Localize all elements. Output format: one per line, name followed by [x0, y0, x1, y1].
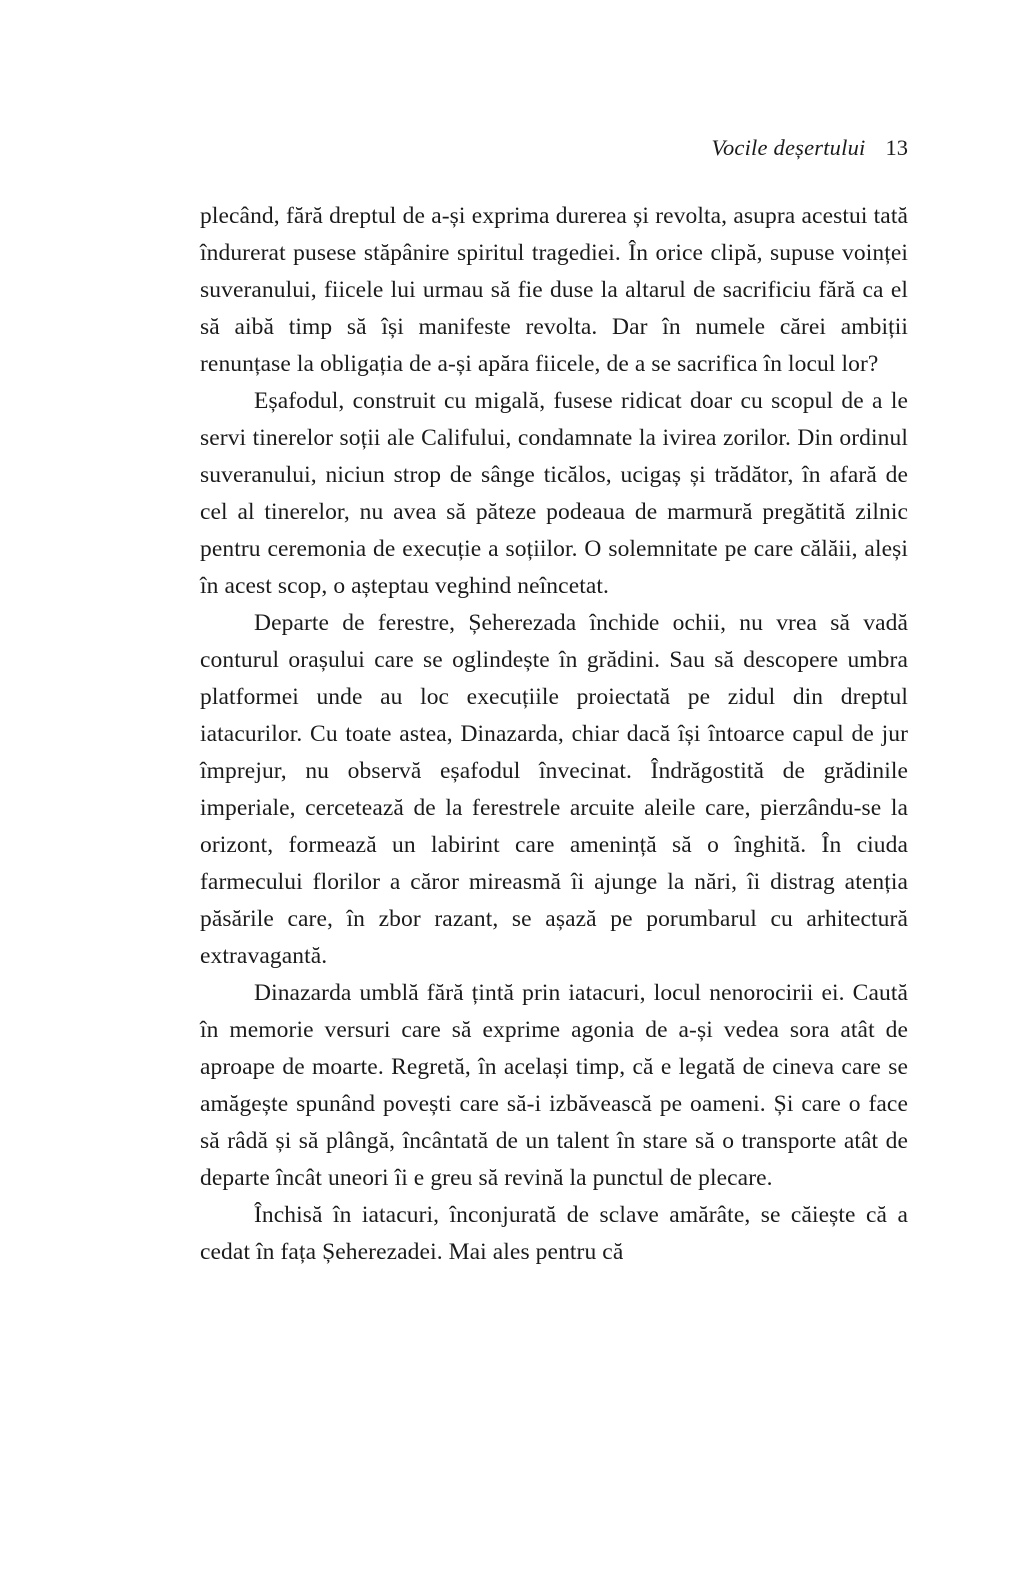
- page-header: [200, 134, 908, 162]
- page-number: 13: [885, 135, 908, 160]
- paragraph: Dinazarda umblă fără țintă prin iatacuri, locul nenorocirii ei. Caută în memorie versuri care să exprime agonia de a-și vedea sora atât de aproape de moarte. Regretă, în același timp, că e legată de cineva care se amăgește spunând povești care să-i izbăvească pe oameni. Și care o face să râdă și să plângă, încântată de un talent în stare să o transporte atât de departe încât uneori îi e greu să revină la punctul de plecare.: [200, 980, 908, 1191]
- paragraph: Eșafodul, construit cu migală, fusese ridicat doar cu scopul de a le servi tinerelor soții ale Califului, condamnate la ivirea zorilor. Din ordinul suveranului, niciun strop de sânge ticălos, ucigaș și trădător, în afară de cel al tinerelor, nu avea să păteze podeaua de marmură pregătită zilnic pentru ceremonia de execuție a soțiilor. O solemnitate pe care călăii, aleși în acest scop, o așteptau veghind neîncetat.: [200, 388, 908, 599]
- running-title: Vocile deșertului: [711, 135, 866, 160]
- paragraph: Închisă în iatacuri, înconjurată de sclave amărâte, se căiește că a cedat în fața Șeherezadei. Mai ales pentru că: [200, 1202, 908, 1265]
- body-text: [200, 198, 908, 1271]
- text-block: [200, 134, 908, 1271]
- paragraph: plecând, fără dreptul de a-și exprima durerea și revolta, asupra acestui tată îndurerat pusese stăpânire spiritul tragediei. În orice clipă, supuse voinței suveranului, fiicele lui urmau să fie duse la altarul de sacrificiu fără ca el să aibă timp să își manifeste revolta. Dar în numele cărei ambiții renunțase la obligația de a-și apăra fiicele, de a se sacrifica în locul lor?: [200, 203, 908, 377]
- paragraph: Departe de ferestre, Șeherezada închide ochii, nu vrea să vadă conturul orașului care se oglindește în grădini. Sau să descopere umbra platformei unde au loc execuțiile proiectată pe zidul din dreptul iatacurilor. Cu toate astea, Dinazarda, chiar dacă își întoarce capul de jur împrejur, nu observă eșafodul învecinat. Îndrăgostită de grădinile imperiale, cercetează de la ferestrele arcuite aleile care, pierzându-se la orizont, formează un labirint care amenință să o înghită. În ciuda farmecului florilor a căror mireasmă îi ajunge la nări, îi distrag atenția păsările care, în zbor razant, se așază pe porumbarul cu arhitectură extravagantă.: [200, 610, 908, 969]
